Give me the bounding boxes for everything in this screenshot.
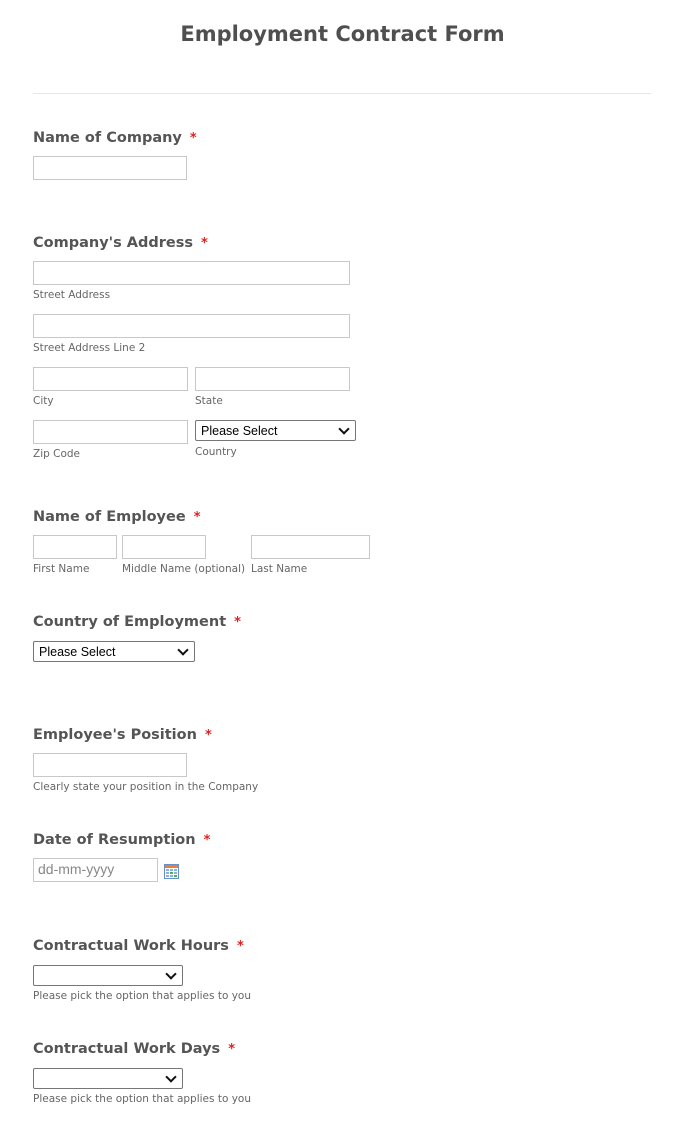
street-address-input[interactable] — [33, 261, 350, 285]
position-label — [33, 727, 212, 743]
label-text: Employee's Position — [33, 727, 197, 743]
street-address-sublabel: Street Address — [33, 289, 111, 301]
work-days-label — [33, 1041, 235, 1057]
required-asterisk: * — [189, 131, 197, 146]
select-value: Please Select — [39, 644, 116, 659]
first-name-input[interactable] — [33, 535, 117, 559]
country-of-employment-label — [33, 614, 241, 630]
zip-code-sublabel: Zip Code — [33, 448, 80, 460]
company-name-label — [33, 130, 197, 146]
required-asterisk: * — [228, 1042, 235, 1057]
middle-name-input[interactable] — [122, 535, 206, 559]
middle-name-sublabel: Middle Name (optional) — [122, 563, 246, 575]
street-address-line2-input[interactable] — [33, 314, 350, 338]
first-name-sublabel: First Name — [33, 563, 90, 575]
calendar-icon[interactable] — [164, 864, 179, 879]
work-hours-label — [33, 938, 244, 954]
work-days-sublabel: Please pick the option that applies to you — [33, 1093, 251, 1105]
select-value: Please Select — [201, 423, 278, 438]
position-input[interactable] — [33, 753, 187, 777]
divider — [33, 93, 651, 94]
work-days-select[interactable] — [33, 1068, 183, 1089]
company-name-input[interactable] — [33, 156, 187, 180]
form-title: Employment Contract Form — [180, 22, 505, 46]
city-sublabel: City — [33, 395, 54, 407]
work-hours-select[interactable] — [33, 965, 183, 986]
required-asterisk: * — [234, 615, 241, 630]
state-sublabel: State — [195, 395, 223, 407]
country-select[interactable] — [195, 420, 356, 441]
label-text: Date of Resumption — [33, 832, 196, 848]
chevron-down-icon — [177, 644, 188, 655]
resumption-date-input[interactable] — [33, 858, 158, 882]
company-address-label — [33, 235, 208, 251]
work-hours-sublabel: Please pick the option that applies to you — [33, 990, 251, 1002]
country-sublabel: Country — [195, 446, 237, 458]
label-text: Contractual Work Hours — [33, 938, 229, 954]
country-of-employment-select[interactable] — [33, 641, 195, 662]
city-input[interactable] — [33, 367, 188, 391]
label-text: Country of Employment — [33, 614, 227, 630]
required-asterisk: * — [193, 510, 201, 525]
label-text: Name of Company — [33, 130, 182, 146]
position-sublabel: Clearly state your position in the Company — [33, 781, 259, 793]
chevron-down-icon — [165, 968, 176, 979]
label-text: Company's Address — [33, 235, 193, 251]
required-asterisk: * — [203, 833, 211, 848]
last-name-input[interactable] — [251, 535, 370, 559]
chevron-down-icon — [338, 423, 349, 434]
employee-name-label — [33, 509, 201, 525]
required-asterisk: * — [236, 939, 244, 954]
resumption-label — [33, 832, 210, 848]
label-text: Name of Employee — [33, 509, 186, 525]
required-asterisk: * — [201, 236, 208, 251]
last-name-sublabel: Last Name — [251, 563, 308, 575]
label-text: Contractual Work Days — [33, 1041, 221, 1057]
street-address-line2-sublabel: Street Address Line 2 — [33, 342, 146, 354]
state-input[interactable] — [195, 367, 350, 391]
required-asterisk: * — [204, 728, 212, 743]
chevron-down-icon — [165, 1071, 176, 1082]
zip-code-input[interactable] — [33, 420, 188, 444]
date-placeholder: dd-mm-yyyy — [38, 861, 115, 877]
